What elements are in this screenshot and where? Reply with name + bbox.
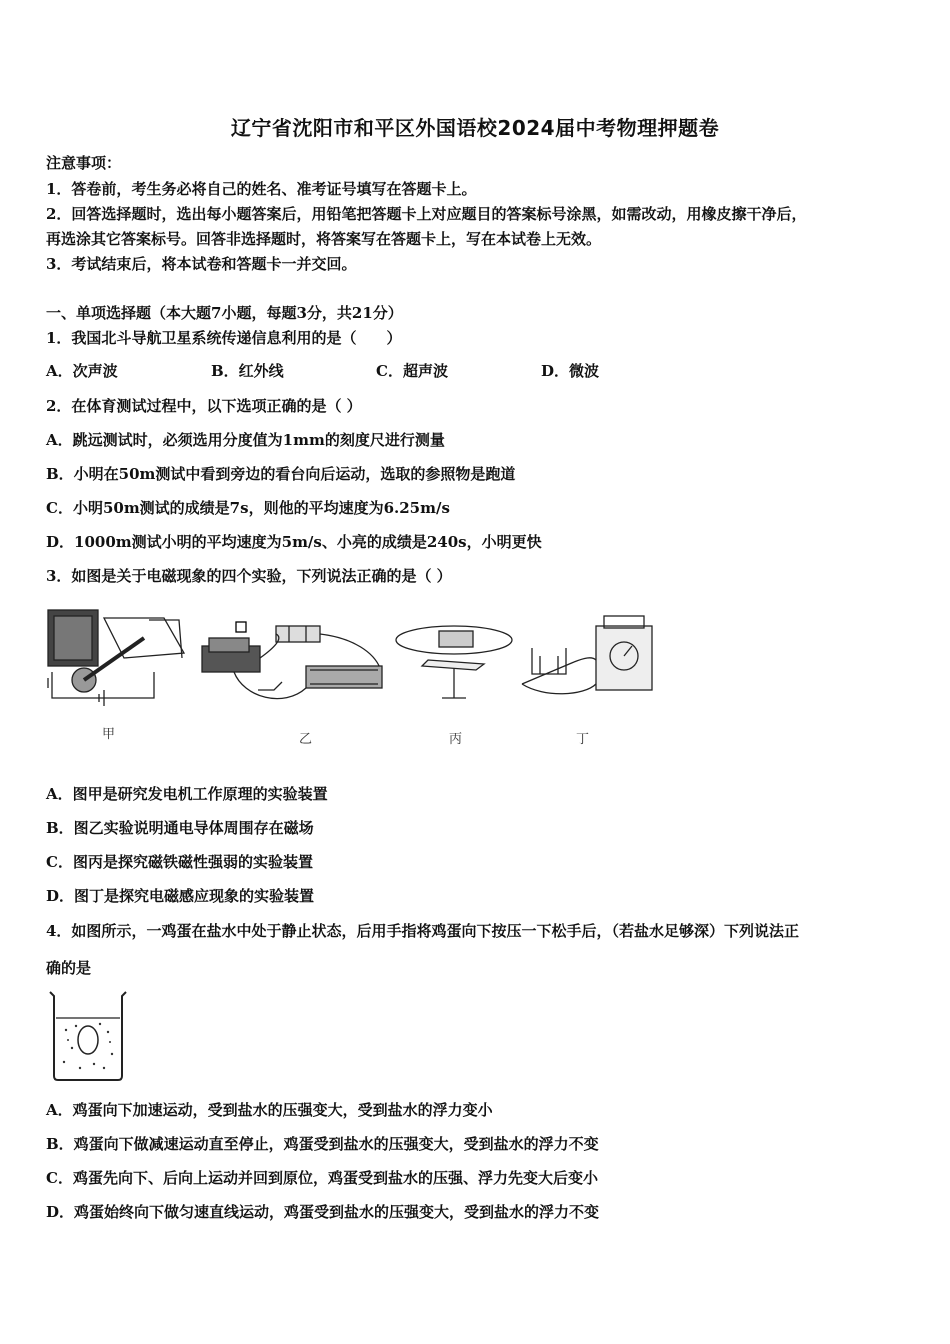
q2-stem: 2．在体育测试过程中，以下选项正确的是（ ）	[46, 397, 362, 415]
figure-ding	[522, 616, 652, 747]
figure-bing	[396, 626, 512, 747]
q3-option-b: B．图乙实验说明通电导体周围存在磁场	[46, 819, 314, 837]
q4-option-b: B．鸡蛋向下做减速运动直至停止，鸡蛋受到盐水的压强变大，受到盐水的浮力不变	[46, 1135, 599, 1153]
q3-stem: 3．如图是关于电磁现象的四个实验，下列说法正确的是（ ）	[46, 567, 452, 585]
q1-option-a: A．次声波	[46, 362, 118, 380]
q4-beaker-figure	[46, 988, 130, 1084]
q4-option-c: C．鸡蛋先向下、后向上运动并回到原位，鸡蛋受到盐水的压强、浮力先变大后变小	[46, 1169, 598, 1187]
q1-option-b: B．红外线	[211, 362, 284, 380]
q2-option-a: A．跳远测试时，必须选用分度值为1mm的刻度尺进行测量	[46, 431, 445, 449]
q2-option-c: C．小明50m测试的成绩是7s，则他的平均速度为6.25m/s	[46, 499, 450, 517]
q3-option-a: A．图甲是研究发电机工作原理的实验装置	[46, 785, 328, 803]
q4-option-a: A．鸡蛋向下加速运动，受到盐水的压强变大，受到盐水的浮力变小	[46, 1101, 493, 1119]
notes-heading: 注意事项：	[46, 154, 122, 172]
figure-jia	[48, 610, 184, 742]
q1-option-d: D．微波	[541, 362, 600, 380]
q2-option-b: B．小明在50m测试中看到旁边的看台向后运动，选取的参照物是跑道	[46, 465, 516, 483]
figure-label-jia: 甲	[102, 727, 116, 742]
note-item-2a: 2．回答选择题时，选出每小题答案后，用铅笔把答题卡上对应题目的答案标号涂黑，如需改动，用橡皮擦干净后，	[46, 205, 807, 223]
q2-option-d: D．1000m测试小明的平均速度为5m/s、小亮的成绩是240s，小明更快	[46, 533, 542, 551]
q1-option-c: C．超声波	[376, 362, 448, 380]
section-heading: 一、单项选择题（本大题7小题，每题3分，共21分）	[46, 304, 403, 322]
figure-label-yi: 乙	[299, 732, 313, 747]
figure-label-bing: 丙	[449, 732, 463, 747]
q4-stem-line1: 4．如图所示，一鸡蛋在盐水中处于静止状态，后用手指将鸡蛋向下按压一下松手后，（若盐水足够深）下列说法正	[46, 922, 799, 940]
note-item-2b: 再选涂其它答案标号。回答非选择题时，将答案写在答题卡上，写在本试卷上无效。	[46, 230, 602, 248]
q3-figure	[44, 598, 664, 753]
note-item-3: 3．考试结束后，将本试卷和答题卡一并交回。	[46, 255, 357, 273]
q3-option-c: C．图丙是探究磁铁磁性强弱的实验装置	[46, 853, 313, 871]
figure-label-ding: 丁	[576, 732, 590, 747]
q1-stem: 1．我国北斗导航卫星系统传递信息利用的是（ ）	[46, 329, 402, 347]
note-item-1: 1．答卷前，考生务必将自己的姓名、准考证号填写在答题卡上。	[46, 180, 477, 198]
q4-stem-line2: 确的是	[46, 959, 92, 977]
q3-option-d: D．图丁是探究电磁感应现象的实验装置	[46, 887, 315, 905]
page-title: 辽宁省沈阳市和平区外国语校2024届中考物理押题卷	[230, 116, 720, 140]
q4-option-d: D．鸡蛋始终向下做匀速直线运动，鸡蛋受到盐水的压强变大，受到盐水的浮力不变	[46, 1203, 600, 1221]
figure-yi	[202, 622, 382, 747]
